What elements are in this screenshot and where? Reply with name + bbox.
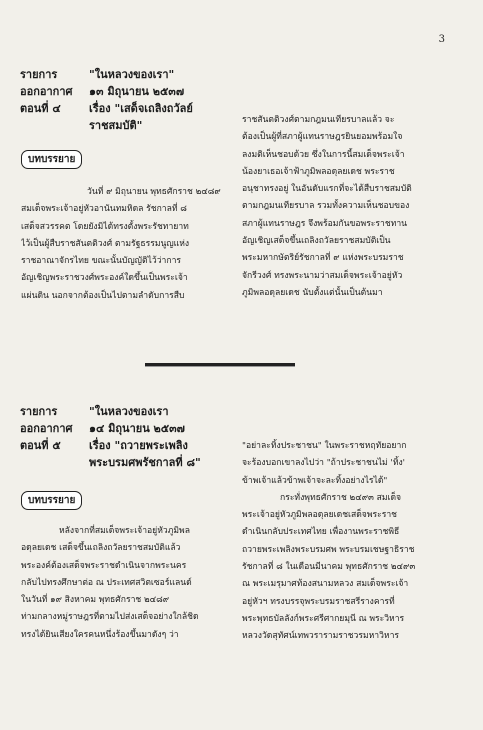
paragraph-line: เสด็จสวรรคต โดยยังมิได้ทรงตั้งพระรัชทายาท (21, 221, 189, 232)
program-value: "ในหลวงของเรา" (89, 68, 175, 81)
aired-label: ออกอากาศ (20, 85, 73, 98)
paragraph-line: ดำเนินกลับประเทศไทย เพื่องานพระราชพิธี (242, 527, 400, 538)
paragraph-line: ท่ามกลางหมู่ราษฎรที่ตามไปส่งเสด็จอย่างใกล้ชิด (21, 612, 199, 623)
section2-header (20, 403, 201, 471)
paragraph-line: พระองค์ต้องเสด็จพระราชดำเนินจากพระนคร (21, 560, 187, 571)
episode-title: เรื่อง "เสด็จเถลิงถวัลย์ (89, 102, 193, 115)
section-divider (145, 363, 295, 367)
paragraph-line: ข้าพเจ้าแล้วข้าพเจ้าจะละทิ้งอย่างไรได้" (242, 475, 388, 486)
paragraph-line: พระมหากษัตริย์รัชกาลที่ ๙ แห่งพระบรมราช (242, 253, 404, 264)
episode-label: ตอนที่ ๔ (20, 102, 61, 115)
aired-value: ๑๓ มิถุนายน ๒๕๓๗ (89, 85, 185, 98)
aired-value: ๑๔ มิถุนายน ๒๕๓๗ (89, 422, 185, 435)
narration-tag: บทบรรยาย (21, 150, 82, 169)
paragraph-line: จะร้องบอกเขาลงไปว่า "ถ้าประชาชนไม่ 'ทิ้ง' (242, 458, 406, 469)
paragraph-line: ราชอาณาจักรไทย ขณะนั้นบัญญัติไว้ว่าการ (21, 256, 182, 267)
paragraph-line: แผ่นดิน นอกจากต้องเป็นไปตามลำดับการสืบ (21, 290, 185, 301)
paragraph-line: กลับไปทรงศึกษาต่อ ณ ประเทศสวิตเซอร์แลนด์ (21, 577, 192, 588)
paragraph-line: ถวายพระเพลิงพระบรมศพ พระบรมเชษฐาธิราช (242, 544, 415, 555)
paragraph-line: อดุลยเดช เสด็จขึ้นเถลิงถวัลยราชสมบัติแล้ว (21, 543, 181, 554)
paragraph-line: "อย่าละทิ้งประชาชน" ในพระราชหฤทัยอยาก (242, 441, 407, 451)
program-label: รายการ (20, 405, 58, 418)
paragraph-line: หลวงวัดสุทัศน์เทพวรารามราชวรมหาวิหาร (242, 631, 400, 642)
paragraph-line: ต้องเป็นผู้ที่สภาผู้แทนราษฎรยินยอมพร้อมใจ (242, 132, 403, 143)
paragraph-line: ลงมติเห็นชอบด้วย ซึ่งในการนี้สมเด็จพระเจ้า (242, 149, 405, 160)
paragraph-line: รัชกาลที่ ๘ ในเดือนมีนาคม พุทธศักราช ๒๔๙๓ (242, 562, 416, 573)
paragraph-line: ทรงได้ยินเสียงใครคนหนึ่งร้องขึ้นมาดังๆ ว่า (21, 629, 179, 640)
section2-right-column (242, 438, 454, 646)
paragraph-line: สภาผู้แทนราษฎร จึงพร้อมกันขอพระราชทาน (242, 218, 408, 229)
paragraph-line: อัญเชิญพระราชวงศ์พระองค์ใดขึ้นเป็นพระเจ้า (21, 273, 188, 284)
paragraph-line: อยู่หัวฯ ทรงบรรจุพระบรมราชสรีรางคารที่ (242, 596, 395, 607)
program-value: "ในหลวงของเรา (89, 405, 169, 418)
section2-left-column (21, 523, 227, 644)
paragraph-line: อัญเชิญเสด็จขึ้นเถลิงถวัลยราชสมบัติเป็น (242, 236, 391, 247)
paragraph-line: พระพุทธบัลลังก์พระศรีศากยมุนี ณ พระวิหาร (242, 613, 405, 624)
paragraph-line: ในวันที่ ๑๙ สิงหาคม พุทธศักราช ๒๔๘๙ (21, 595, 170, 606)
paragraph-line: สมเด็จพระเจ้าอยู่หัวอานันทมหิดล รัชกาลที่ ๘ (21, 204, 187, 215)
paragraph-line: ตามกฎมนเทียรบาล รวมทั้งความเห็นชอบของ (242, 201, 410, 212)
section1-right-column (242, 112, 454, 302)
section1-header (20, 66, 193, 134)
paragraph-line: ราชสันตติวงศ์ตามกฎมนเทียรบาลแล้ว จะ (242, 115, 395, 125)
paragraph-line: กระทั่งพุทธศักราช ๒๔๙๓ สมเด็จ (280, 492, 402, 503)
section1-left-column (21, 184, 227, 305)
episode-title-cont: พระบรมศพรัชกาลที่ ๘" (89, 456, 201, 469)
paragraph-line: หลังจากที่สมเด็จพระเจ้าอยู่หัวภูมิพล (59, 526, 190, 536)
paragraph-line: ไว้เป็นผู้สืบราชสันตติวงศ์ ตามรัฐธรรมนูญแห่ง (21, 238, 190, 249)
episode-title: เรื่อง "ถวายพระเพลิง (89, 439, 188, 452)
paragraph-line: ภูมิพลอดุลยเดช นับตั้งแต่นั้นเป็นต้นมา (242, 287, 383, 298)
paragraph-line: วันที่ ๙ มิถุนายน พุทธศักราช ๒๔๘๙ (87, 187, 221, 197)
program-label: รายการ (20, 68, 58, 81)
paragraph-line: อนุชาทรงอยู่ ในอันดับแรกที่จะได้สืบราชสมบัติ (242, 184, 412, 195)
episode-label: ตอนที่ ๕ (20, 439, 61, 452)
paragraph-line: จักรีวงศ์ ทรงพระนามว่าสมเด็จพระเจ้าอยู่หัว (242, 270, 403, 281)
episode-title-cont: ราชสมบัติ" (89, 119, 143, 132)
paragraph-line: น้องยาเธอเจ้าฟ้าภูมิพลอดุลยเดช พระราช (242, 166, 395, 177)
aired-label: ออกอากาศ (20, 422, 73, 435)
narration-tag: บทบรรยาย (21, 491, 82, 510)
paragraph-line: ณ พระเมรุมาศท้องสนามหลวง สมเด็จพระเจ้า (242, 579, 409, 590)
paragraph-line: พระเจ้าอยู่หัวภูมิพลอดุลยเดชเสด็จพระราช (242, 510, 398, 521)
page-number: 3 (438, 34, 445, 45)
